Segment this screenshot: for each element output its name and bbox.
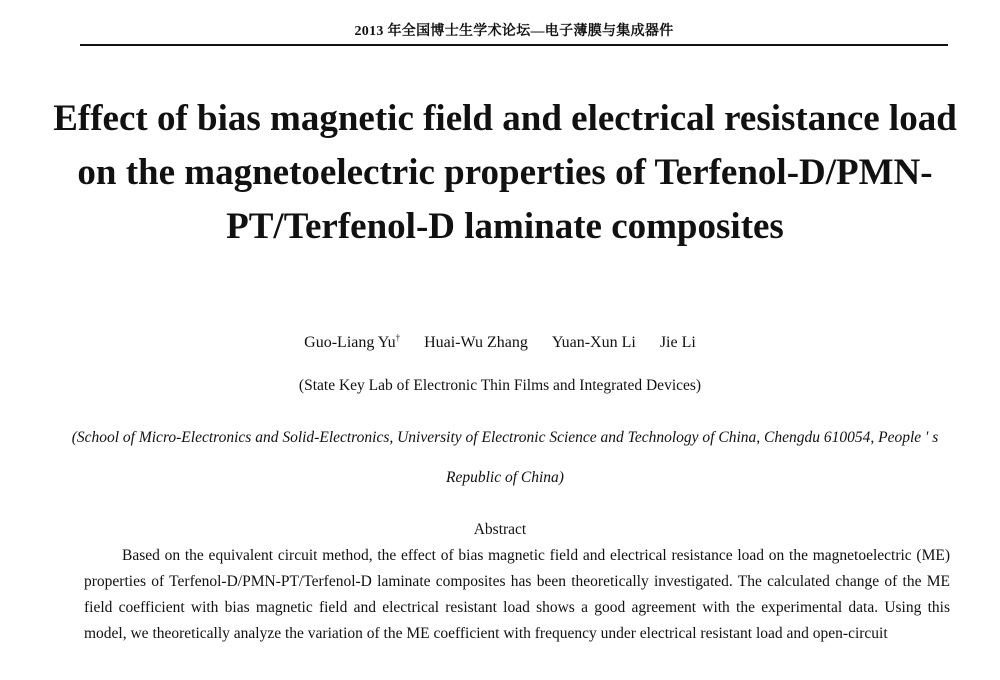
author-1 (304, 334, 400, 351)
running-header: 2013 年全国博士生学术论坛—电子薄膜与集成器件 (354, 24, 674, 39)
paper-title: Effect of bias magnetic field and electrical resistance load on the magnetoelectric properties of Terfenol-D/PMN-PT/Terfenol-D laminate composites (53, 98, 957, 247)
abstract-text: Based on the equivalent circuit method, the effect of bias magnetic field and electrical resistance load on the magnetoelectric (ME) properties of Terfenol-D/PMN-PT/Terfenol-D laminate composites has been theoretically investigated. The calculated change of the ME field coefficient with bias magnetic field and electrical resistant load shows a good agreement with the experimental data. Using this model, we theoretically analyze the variation of the ME coefficient with frequency under electrical resistant load and open-circuit (84, 547, 950, 642)
author-2 (424, 334, 528, 351)
author-3 (552, 334, 636, 351)
header-divider (80, 44, 948, 46)
author-name: Jie Li (659, 334, 696, 352)
author-name: Huai-Wu Zhang (424, 334, 528, 352)
author-list (0, 328, 1000, 353)
affiliation-lab: (State Key Lab of Electronic Thin Films and Integrated Devices) (298, 377, 702, 394)
affiliation-school: (School of Micro-Electronics and Solid-Electronics, University of Electronic Science and Technology of China, Chengdu 610054, People ′ s Republic of China) (71, 429, 939, 486)
author-footnote-mark: † (395, 333, 401, 343)
author-4 (660, 334, 696, 351)
author-name: Guo-Liang Yu (304, 334, 396, 352)
author-name: Yuan-Xun Li (551, 334, 636, 352)
abstract-heading: Abstract (473, 521, 527, 538)
